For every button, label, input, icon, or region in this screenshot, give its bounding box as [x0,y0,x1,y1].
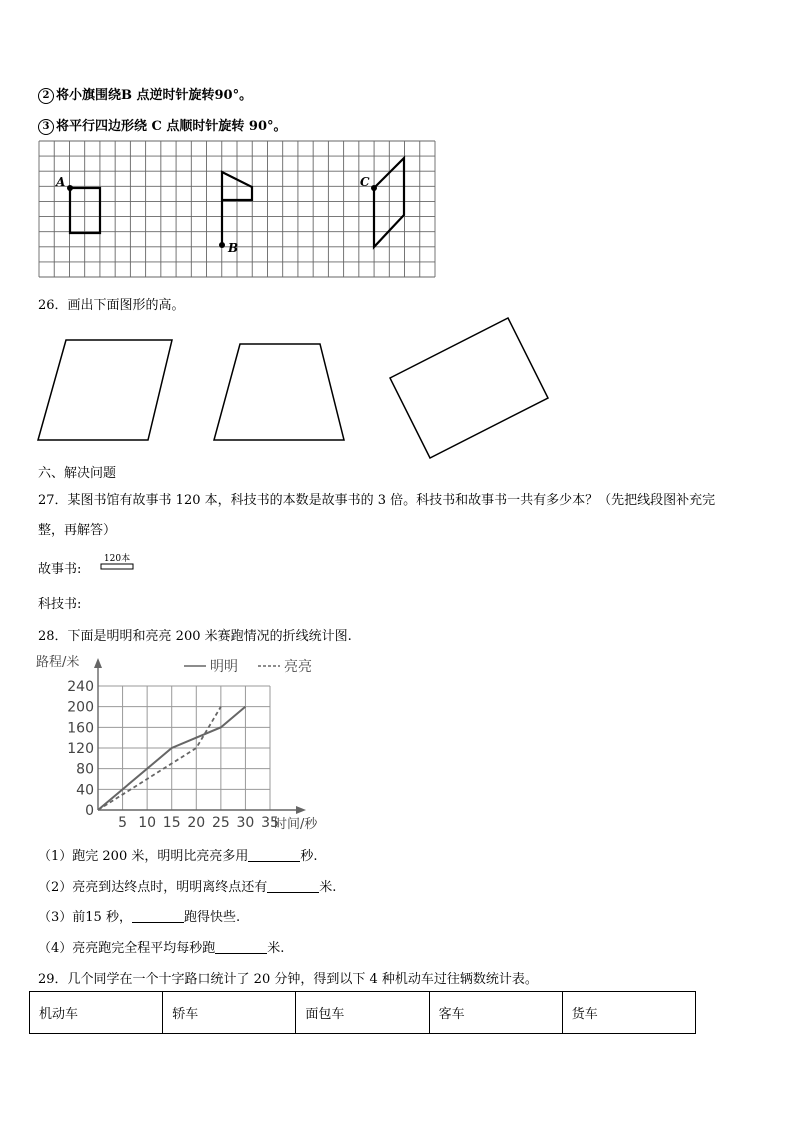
x-tick-label: 35 [261,815,279,831]
y-tick-labels [67,679,94,819]
y-tick-label: 240 [67,679,94,695]
rotated-rectangle-figure [390,318,548,458]
q28-sub2 [38,876,336,895]
table-header-cell: 机动车 [30,992,163,1034]
x-axis-label: 时间/秒 [274,817,318,832]
answer-blank-4[interactable] [215,941,267,954]
q28-sub2-prefix: （2）亮亮到达终点时，明明离终点还有 [38,880,268,895]
y-axis-arrow-icon [94,658,102,668]
rotation-grid-figure [38,140,436,278]
table-header-cell: 货车 [562,992,695,1034]
circled-number-3: 3 [38,119,54,135]
q25-item3-text: 将平行四边形绕 C 点顺时针旋转 90°。 [56,119,287,134]
q27-text-line2: 整，再解答） [38,523,117,538]
q27-text-line1: 27．某图书馆有故事书 120 本，科技书的本数是故事书的 3 倍。科技书和故事书一共有多少本？（先把线段图补充完 [38,493,716,508]
section-title: 六、解决问题 [38,466,117,481]
q26-shapes [0,310,794,470]
line-chart [34,650,344,840]
q28-sub3-prefix: （3）前15 秒， [38,910,132,925]
q28-sub4-suffix: 米. [267,941,285,956]
q28-sub1-suffix: 秒. [300,849,318,864]
x-tick-label: 20 [187,815,206,831]
y-tick-label: 0 [85,803,94,819]
table-row [30,992,696,1034]
q28-sub4 [38,937,284,956]
q26-text: 26．画出下面图形的高。 [38,298,185,313]
q28-text: 28．下面是明明和亮亮 200 米赛跑情况的折线统计图. [38,629,352,644]
y-tick-label: 80 [76,761,94,778]
q28-sub2-suffix: 米. [319,880,337,895]
legend-entry: 明明 [210,659,238,675]
y-tick-label: 40 [76,782,94,799]
label-c: C [360,175,370,189]
label-a: A [56,175,66,189]
q28-sub1-prefix: （1）跑完 200 米，明明比亮亮多用 [38,849,249,864]
y-axis-label: 路程/米 [36,655,80,670]
story-book-value: 120本 [103,554,131,564]
q25-item3 [38,115,287,135]
answer-blank-3[interactable] [132,910,184,923]
parallelogram-figure [38,340,172,440]
q28-sub3-suffix: 跑得快些. [183,910,241,925]
table-header-cell: 轿车 [163,992,296,1034]
story-book-label: 故事书: [38,562,82,577]
answer-blank-2[interactable] [267,880,319,893]
point-c [371,185,377,191]
q28-sub1 [38,845,318,864]
trapezoid-figure [214,344,344,440]
x-tick-label: 10 [138,815,157,831]
vehicle-table [29,991,696,1034]
table-header-cell: 面包车 [296,992,429,1034]
x-tick-labels [118,815,279,831]
legend-entry: 亮亮 [284,659,312,675]
q29-text: 29．几个同学在一个十字路口统计了 20 分钟，得到以下 4 种机动车过往辆数统计表。 [38,972,538,987]
label-b: B [228,241,239,255]
point-b [219,242,225,248]
grid-lines [39,141,435,277]
q28-sub3 [38,906,240,925]
y-tick-label: 120 [67,741,94,757]
x-tick-label: 15 [162,815,181,831]
x-tick-label: 5 [118,815,128,831]
point-a [67,185,73,191]
y-tick-label: 200 [67,699,94,716]
q25-item2 [38,84,252,104]
chart-legend [184,659,312,675]
sci-book-label: 科技书: [38,597,82,612]
q25-item2-text: 将小旗围绕B 点逆时针旋转90°。 [56,88,253,103]
chart-grid [98,686,270,810]
table-header-cell: 客车 [429,992,562,1034]
circled-number-2: 2 [38,88,54,104]
y-tick-label: 160 [67,720,94,737]
story-book-segment [100,562,136,572]
answer-blank-1[interactable] [248,849,300,862]
q28-sub4-prefix: （4）亮亮跑完全程平均每秒跑 [38,941,216,956]
x-tick-label: 25 [211,815,230,831]
x-tick-label: 30 [236,815,255,831]
x-axis-arrow-icon [296,806,306,814]
